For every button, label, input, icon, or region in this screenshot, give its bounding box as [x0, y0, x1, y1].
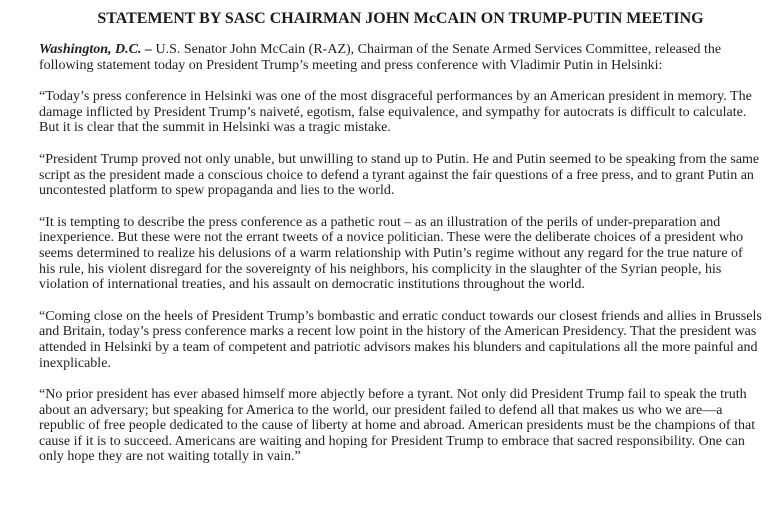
intro-text: U.S. Senator John McCain (R-AZ), Chairman of the Senate Armed Services Committee, released the following statement today on President Trump’s meeting and press conference with Vladimir Putin in Helsinki: — [39, 42, 722, 73]
intro-paragraph — [39, 42, 762, 73]
quote-paragraph-4: “Coming close on the heels of President Trump’s bombastic and erratic conduct towards our closest friends and allies in Brussels and Britain, today’s press conference marks a recent low point in the history of the American Presidency. That the president was attended in Helsinki by a team of competent and patriotic advisors makes his blunders and capitulations all the more painful and inexplicable. — [39, 308, 762, 371]
quote-paragraph-1: “Today’s press conference in Helsinki was one of the most disgraceful performances by an American president in memory. The damage inflicted by President Trump’s naiveté, egotism, false equivalence, and sympathy for autocrats is difficult to calculate. But it is clear that the summit in Helsinki was a tragic mistake. — [39, 89, 752, 136]
quote-paragraph-5: “No prior president has ever abased himself more abjectly before a tyrant. Not only did President Trump fail to speak the truth about an adversary; but speaking for America to the world, our president failed to defend all that makes us who we are—a republic of free people dedicated to the cause of liberty at home and abroad. American presidents must be the champions of that cause if it is to succeed. Americans are waiting and hoping for President Trump to embrace that sacred responsibility. One can only hope they are not waiting totally in vain.” — [39, 387, 756, 465]
statement-body — [39, 42, 762, 465]
dateline: Washington, D.C. – — [39, 42, 152, 57]
quote-paragraph-2: “President Trump proved not only unable, but unwilling to stand up to Putin. He and Putin seemed to be speaking from the same script as the president made a conscious choice to defend a tyrant against the fair questions of a free press, and to grant Putin an uncontested platform to spew propaganda and lies to the world. — [39, 151, 760, 199]
statement-title: STATEMENT BY SASC CHAIRMAN JOHN McCAIN ON TRUMP-PUTIN MEETING — [97, 10, 704, 27]
quote-paragraph-3: “It is tempting to describe the press conference as a pathetic rout – as an illustration of the perils of under-preparation and inexperience. But these were not the errant tweets of a novice politician. These were the deliberate choices of a president who seems determined to realize his delusions of a warm relationship with Putin’s regime without any regard for the true nature of his rule, his violent disregard for the sovereignty of his neighbors, his complicity in the slaughter of the Syrian people, his violation of international treaties, and his assault on democratic institutions throughout the world. — [39, 214, 744, 293]
